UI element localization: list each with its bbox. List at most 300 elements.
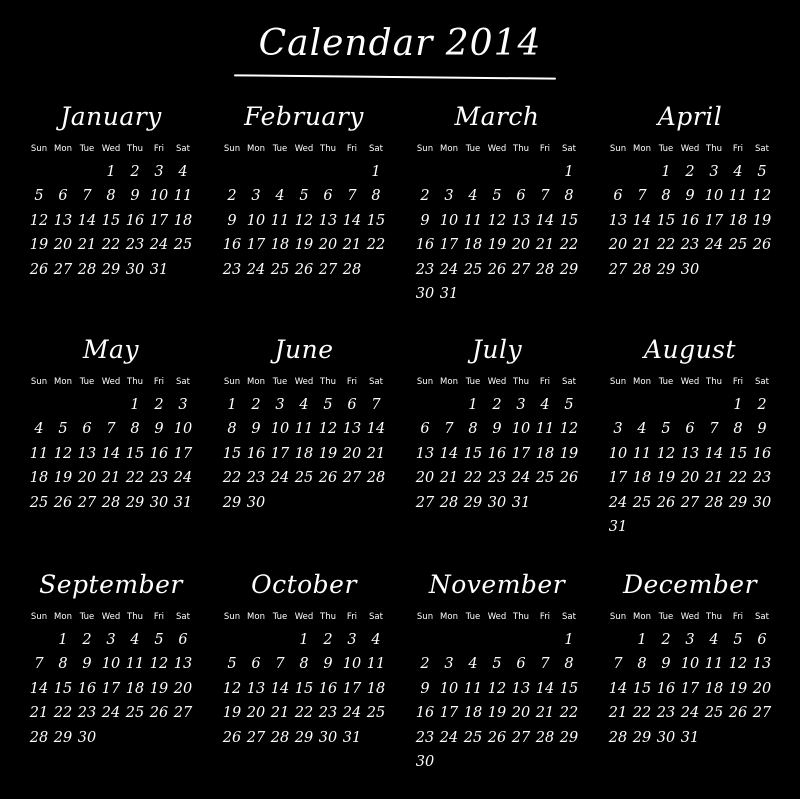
empty-day-cell: [364, 491, 388, 515]
day-cell: 28: [101, 494, 121, 511]
weekday-label: Sat: [562, 377, 576, 387]
day-cell: 1: [564, 632, 574, 648]
day-cell: 3: [154, 164, 164, 180]
day-cell: 2: [661, 632, 671, 648]
day-cell: 29: [463, 494, 483, 511]
day-cell: 13: [342, 421, 362, 438]
empty-day-cell: [750, 726, 774, 750]
week-row: [220, 184, 388, 208]
empty-day-cell: [726, 726, 750, 750]
day-cell: 15: [656, 212, 676, 229]
weekday-label: Tue: [79, 612, 95, 622]
day-cell: 12: [222, 680, 242, 697]
weekday-label: Mon: [633, 612, 651, 622]
day-cell: 26: [728, 705, 748, 722]
days-grid: [413, 628, 581, 774]
day-cell: 5: [323, 397, 333, 413]
day-cell: 17: [608, 470, 628, 487]
day-cell: 29: [53, 729, 73, 746]
day-cell: 14: [270, 680, 290, 697]
weekday-header: [220, 610, 388, 624]
month-name: October: [251, 570, 357, 599]
day-cell: 28: [270, 729, 290, 746]
day-cell: 24: [511, 470, 531, 487]
day-cell: 31: [511, 494, 531, 511]
day-cell: 16: [222, 237, 242, 254]
week-row: [27, 701, 195, 725]
week-row: [606, 491, 774, 515]
day-cell: 26: [222, 729, 242, 746]
day-cell: 20: [415, 470, 435, 487]
day-cell: 19: [294, 237, 314, 254]
empty-day-cell: [606, 628, 630, 652]
day-cell: 29: [559, 729, 579, 746]
weekday-label: Wed: [294, 377, 314, 387]
day-cell: 30: [656, 729, 676, 746]
empty-day-cell: [437, 628, 461, 652]
day-cell: 14: [704, 445, 724, 462]
day-cell: 9: [154, 421, 164, 438]
day-cell: 30: [415, 753, 435, 770]
day-cell: 29: [222, 494, 242, 511]
day-cell: 8: [371, 188, 381, 205]
day-cell: 28: [29, 729, 49, 746]
week-row: [27, 491, 195, 515]
day-cell: 1: [227, 397, 237, 413]
day-cell: 9: [420, 680, 430, 697]
week-row: [413, 393, 581, 417]
day-cell: 8: [227, 421, 237, 438]
day-cell: 17: [101, 680, 121, 697]
day-cell: 26: [318, 470, 338, 487]
day-cell: 20: [173, 680, 193, 697]
day-cell: 4: [468, 188, 478, 205]
empty-day-cell: [437, 393, 461, 417]
week-row: [27, 417, 195, 441]
week-row: [606, 184, 774, 208]
day-cell: 27: [415, 494, 435, 511]
day-cell: 7: [347, 188, 357, 205]
week-row: [220, 701, 388, 725]
day-cell: 27: [318, 261, 338, 278]
day-cell: 14: [535, 212, 555, 229]
days-grid: [606, 393, 774, 539]
day-cell: 19: [728, 680, 748, 697]
day-cell: 15: [125, 445, 145, 462]
day-cell: 10: [511, 421, 531, 438]
day-cell: 15: [53, 680, 73, 697]
day-cell: 23: [487, 470, 507, 487]
day-cell: 22: [101, 237, 121, 254]
weekday-label: Thu: [706, 612, 722, 622]
day-cell: 12: [487, 680, 507, 697]
day-cell: 8: [58, 656, 68, 673]
days-grid: [606, 160, 774, 282]
day-cell: 13: [608, 212, 628, 229]
day-cell: 16: [318, 680, 338, 697]
week-row: [220, 677, 388, 701]
week-row: [220, 442, 388, 466]
empty-day-cell: [606, 160, 630, 184]
day-cell: 6: [516, 188, 526, 205]
weekday-header: [606, 375, 774, 389]
empty-day-cell: [533, 160, 557, 184]
empty-day-cell: [533, 282, 557, 306]
day-cell: 12: [318, 421, 338, 438]
week-row: [413, 491, 581, 515]
day-cell: 9: [492, 421, 502, 438]
day-cell: 13: [246, 680, 266, 697]
empty-day-cell: [630, 393, 654, 417]
day-cell: 26: [656, 494, 676, 511]
empty-day-cell: [485, 750, 509, 774]
day-cell: 24: [173, 470, 193, 487]
day-cell: 26: [487, 261, 507, 278]
day-cell: 22: [559, 237, 579, 254]
day-cell: 4: [709, 632, 719, 648]
day-cell: 7: [82, 188, 92, 205]
week-row: [606, 160, 774, 184]
day-cell: 29: [559, 261, 579, 278]
day-cell: 1: [564, 164, 574, 180]
empty-day-cell: [99, 726, 123, 750]
weekday-label: Thu: [320, 144, 336, 154]
days-grid: [220, 160, 388, 282]
day-cell: 7: [371, 397, 381, 413]
day-cell: 21: [77, 237, 97, 254]
day-cell: 15: [559, 680, 579, 697]
day-cell: 6: [347, 397, 357, 413]
day-cell: 27: [53, 261, 73, 278]
day-cell: 9: [420, 212, 430, 229]
empty-day-cell: [340, 160, 364, 184]
month-name: January: [60, 102, 162, 131]
day-cell: 20: [608, 237, 628, 254]
empty-day-cell: [678, 515, 702, 539]
day-cell: 23: [415, 729, 435, 746]
month-august: [606, 335, 774, 539]
day-cell: 10: [173, 421, 193, 438]
day-cell: 22: [125, 470, 145, 487]
day-cell: 15: [728, 445, 748, 462]
day-cell: 1: [661, 164, 671, 180]
day-cell: 10: [704, 188, 724, 205]
weekday-label: Sun: [416, 612, 434, 622]
day-cell: 13: [752, 656, 772, 673]
day-cell: 22: [559, 705, 579, 722]
day-cell: 19: [656, 470, 676, 487]
day-cell: 9: [130, 188, 140, 205]
empty-day-cell: [244, 160, 268, 184]
day-cell: 27: [608, 261, 628, 278]
week-row: [413, 652, 581, 676]
day-cell: 30: [246, 494, 266, 511]
empty-day-cell: [27, 628, 51, 652]
day-cell: 25: [125, 705, 145, 722]
day-cell: 17: [439, 237, 459, 254]
week-row: [606, 393, 774, 417]
empty-day-cell: [413, 393, 437, 417]
day-cell: 18: [270, 237, 290, 254]
month-february: [220, 102, 388, 282]
week-row: [220, 726, 388, 750]
day-cell: 4: [178, 164, 188, 180]
empty-day-cell: [27, 393, 51, 417]
day-cell: 14: [366, 421, 386, 438]
day-cell: 17: [173, 445, 193, 462]
day-cell: 27: [680, 494, 700, 511]
day-cell: 12: [656, 445, 676, 462]
weekday-label: Tue: [272, 612, 288, 622]
day-cell: 8: [661, 188, 671, 205]
days-grid: [27, 628, 195, 750]
day-cell: 20: [511, 705, 531, 722]
month-name: February: [244, 102, 364, 131]
weekday-label: Sun: [609, 144, 627, 154]
day-cell: 1: [58, 632, 68, 648]
weekday-label: Tue: [79, 144, 95, 154]
day-cell: 20: [511, 237, 531, 254]
day-cell: 30: [487, 494, 507, 511]
weekday-header: [606, 142, 774, 156]
days-grid: [27, 393, 195, 515]
day-cell: 20: [246, 705, 266, 722]
day-cell: 3: [444, 188, 454, 205]
day-cell: 22: [656, 237, 676, 254]
empty-day-cell: [750, 258, 774, 282]
day-cell: 22: [53, 705, 73, 722]
day-cell: 23: [246, 470, 266, 487]
day-cell: 10: [101, 656, 121, 673]
day-cell: 31: [439, 285, 459, 302]
week-row: [413, 184, 581, 208]
weekday-header: [27, 610, 195, 624]
day-cell: 29: [101, 261, 121, 278]
month-name: November: [428, 570, 566, 599]
day-cell: 8: [733, 421, 743, 438]
weekday-label: Sun: [30, 612, 48, 622]
day-cell: 19: [222, 705, 242, 722]
day-cell: 7: [106, 421, 116, 438]
day-cell: 18: [294, 445, 314, 462]
day-cell: 5: [58, 421, 68, 438]
day-cell: 10: [680, 656, 700, 673]
weekday-label: Tue: [79, 377, 95, 387]
day-cell: 11: [463, 680, 483, 697]
empty-day-cell: [268, 628, 292, 652]
week-row: [413, 701, 581, 725]
month-name: April: [657, 102, 723, 131]
day-cell: 20: [53, 237, 73, 254]
day-cell: 27: [342, 470, 362, 487]
day-cell: 3: [347, 632, 357, 648]
day-cell: 4: [371, 632, 381, 648]
weekday-label: Fri: [346, 377, 358, 387]
day-cell: 13: [511, 212, 531, 229]
day-cell: 31: [342, 729, 362, 746]
day-cell: 12: [728, 656, 748, 673]
day-cell: 4: [540, 397, 550, 413]
weekday-label: Mon: [440, 377, 458, 387]
empty-day-cell: [557, 750, 581, 774]
day-cell: 10: [246, 212, 266, 229]
empty-day-cell: [509, 628, 533, 652]
month-july: [413, 335, 581, 515]
weekday-label: Sun: [609, 377, 627, 387]
day-cell: 4: [733, 164, 743, 180]
week-row: [413, 282, 581, 306]
weekday-label: Mon: [54, 377, 72, 387]
day-cell: 7: [637, 188, 647, 205]
week-row: [27, 466, 195, 490]
day-cell: 22: [366, 237, 386, 254]
day-cell: 8: [637, 656, 647, 673]
weekday-label: Thu: [127, 377, 143, 387]
day-cell: 12: [53, 445, 73, 462]
weekday-label: Sun: [416, 377, 434, 387]
empty-day-cell: [75, 160, 99, 184]
day-cell: 19: [149, 680, 169, 697]
week-row: [413, 466, 581, 490]
month-name: August: [643, 335, 737, 364]
day-cell: 28: [366, 470, 386, 487]
day-cell: 8: [564, 656, 574, 673]
week-row: [220, 209, 388, 233]
day-cell: 10: [439, 212, 459, 229]
day-cell: 21: [29, 705, 49, 722]
empty-day-cell: [292, 491, 316, 515]
day-cell: 4: [299, 397, 309, 413]
day-cell: 9: [323, 656, 333, 673]
day-cell: 12: [294, 212, 314, 229]
empty-day-cell: [51, 160, 75, 184]
day-cell: 30: [77, 729, 97, 746]
day-cell: 7: [709, 421, 719, 438]
weekday-label: Sat: [562, 144, 576, 154]
day-cell: 13: [680, 445, 700, 462]
day-cell: 2: [492, 397, 502, 413]
day-cell: 25: [463, 729, 483, 746]
day-cell: 31: [608, 518, 628, 535]
day-cell: 11: [29, 445, 49, 462]
day-cell: 5: [154, 632, 164, 648]
day-cell: 28: [632, 261, 652, 278]
day-cell: 17: [511, 445, 531, 462]
day-cell: 6: [251, 656, 261, 673]
day-cell: 26: [29, 261, 49, 278]
week-row: [220, 233, 388, 257]
week-row: [606, 466, 774, 490]
day-cell: 29: [656, 261, 676, 278]
day-cell: 20: [752, 680, 772, 697]
day-cell: 23: [415, 261, 435, 278]
day-cell: 20: [77, 470, 97, 487]
weekday-header: [413, 610, 581, 624]
empty-day-cell: [268, 491, 292, 515]
weekday-label: Sun: [223, 377, 241, 387]
day-cell: 16: [680, 212, 700, 229]
weekday-label: Mon: [54, 144, 72, 154]
empty-day-cell: [485, 282, 509, 306]
day-cell: 7: [444, 421, 454, 438]
week-row: [27, 160, 195, 184]
day-cell: 11: [270, 212, 290, 229]
day-cell: 17: [270, 445, 290, 462]
day-cell: 19: [559, 445, 579, 462]
empty-day-cell: [485, 628, 509, 652]
day-cell: 18: [29, 470, 49, 487]
week-row: [413, 442, 581, 466]
day-cell: 8: [468, 421, 478, 438]
days-grid: [413, 393, 581, 515]
month-name: June: [274, 335, 334, 364]
day-cell: 21: [439, 470, 459, 487]
day-cell: 8: [564, 188, 574, 205]
day-cell: 9: [227, 212, 237, 229]
day-cell: 25: [173, 237, 193, 254]
calendar-title: Calendar 2014: [258, 23, 542, 64]
week-row: [27, 652, 195, 676]
week-row: [27, 258, 195, 282]
week-row: [220, 491, 388, 515]
empty-day-cell: [147, 726, 171, 750]
day-cell: 24: [342, 705, 362, 722]
week-row: [606, 677, 774, 701]
day-cell: 7: [613, 656, 623, 673]
day-cell: 17: [680, 680, 700, 697]
day-cell: 17: [704, 212, 724, 229]
day-cell: 22: [632, 705, 652, 722]
day-cell: 9: [685, 188, 695, 205]
day-cell: 9: [661, 656, 671, 673]
days-grid: [220, 628, 388, 750]
day-cell: 9: [251, 421, 261, 438]
week-row: [413, 628, 581, 652]
empty-day-cell: [437, 750, 461, 774]
day-cell: 16: [487, 445, 507, 462]
day-cell: 25: [463, 261, 483, 278]
days-grid: [413, 160, 581, 306]
empty-day-cell: [509, 160, 533, 184]
day-cell: 23: [318, 705, 338, 722]
day-cell: 6: [685, 421, 695, 438]
month-name: July: [471, 335, 523, 364]
day-cell: 19: [53, 470, 73, 487]
day-cell: 8: [130, 421, 140, 438]
month-october: [220, 570, 388, 750]
day-cell: 14: [608, 680, 628, 697]
empty-day-cell: [171, 258, 195, 282]
week-row: [220, 652, 388, 676]
day-cell: 11: [535, 421, 555, 438]
empty-day-cell: [99, 393, 123, 417]
empty-day-cell: [750, 515, 774, 539]
day-cell: 12: [752, 188, 772, 205]
day-cell: 23: [222, 261, 242, 278]
weekday-label: Fri: [153, 144, 165, 154]
week-row: [606, 701, 774, 725]
day-cell: 17: [246, 237, 266, 254]
day-cell: 27: [511, 261, 531, 278]
day-cell: 22: [222, 470, 242, 487]
weekday-label: Thu: [513, 612, 529, 622]
day-cell: 11: [173, 188, 193, 205]
empty-day-cell: [171, 726, 195, 750]
week-row: [27, 628, 195, 652]
day-cell: 1: [299, 632, 309, 648]
empty-day-cell: [75, 393, 99, 417]
weekday-label: Sun: [609, 612, 627, 622]
